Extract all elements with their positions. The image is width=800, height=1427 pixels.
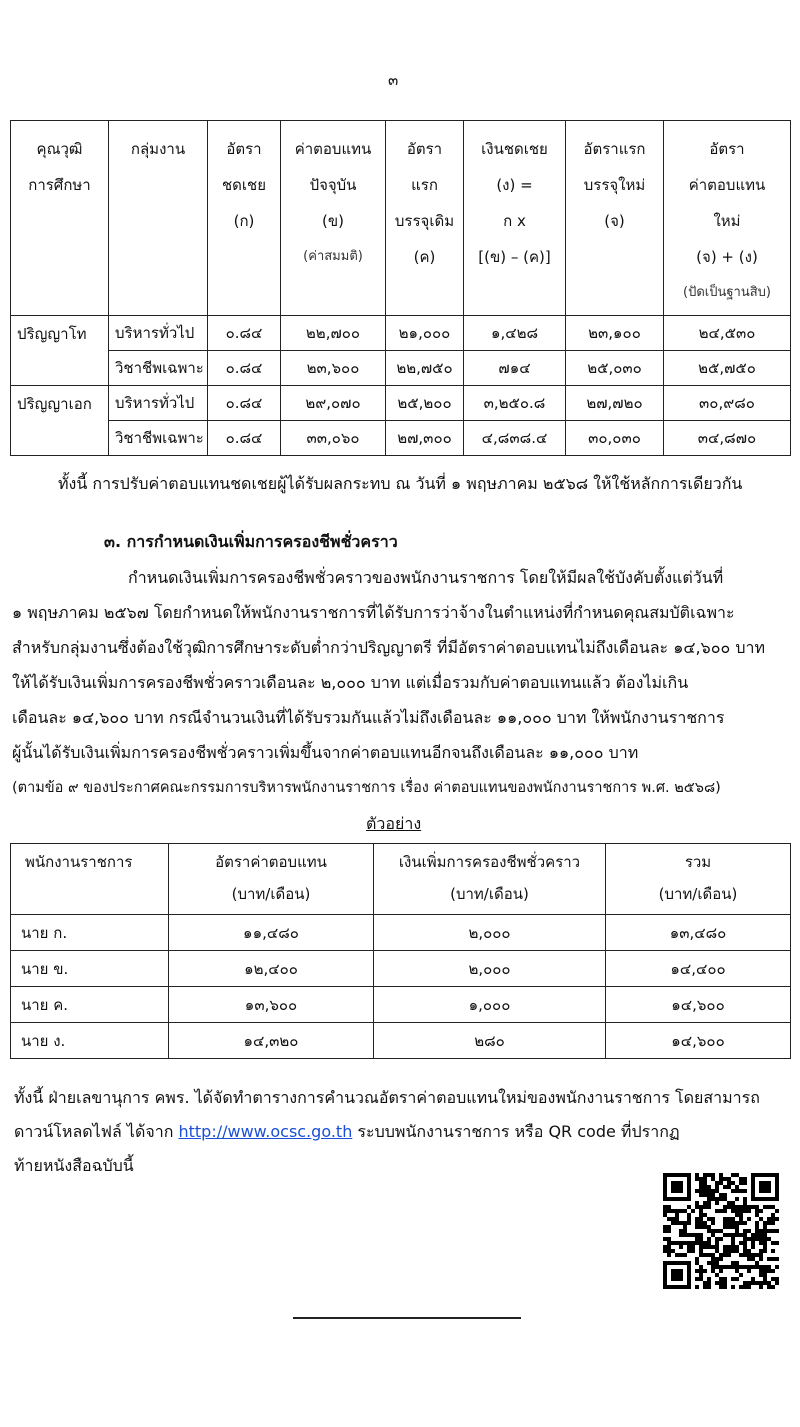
- degree-cell: ปริญญาเอก: [11, 386, 109, 456]
- ocsc-link[interactable]: http://www.ocsc.go.th: [178, 1122, 353, 1141]
- job-group-cell: บริหารทั่วไป: [109, 316, 208, 351]
- end-divider: [293, 1317, 521, 1319]
- value-cell: ๑,๐๐๐: [374, 987, 606, 1023]
- value-cell: ๓๔,๘๗๐: [664, 421, 791, 456]
- note-effective-date: ทั้งนี้ การปรับค่าตอบแทนชดเชยผู้ได้รับผลกระทบ ณ วันที่ ๑ พฤษภาคม ๒๕๖๘ ให้ใช้หลักการเดียวกัน: [58, 474, 743, 493]
- employee-cell: นาย ง.: [11, 1023, 169, 1059]
- header-line: เงินเพิ่มการครองชีพชั่วคราว: [398, 853, 581, 871]
- header-line: (ค่าสมมติ): [303, 249, 363, 264]
- header-line: อัตราแรก: [583, 140, 646, 158]
- column-header: [664, 121, 791, 316]
- paragraph-line: สำหรับกลุ่มงานซึ่งต้องใช้วุฒิการศึกษาระดับต่ำกว่าปริญญาตรี ที่มีอัตราค่าตอบแทนไม่ถึงเดือนละ ๑๔,๖๐๐ บาท: [12, 638, 765, 657]
- header-line: (ปัดเป็นฐานสิบ): [683, 285, 771, 300]
- header-line: (จ) + (ง): [696, 248, 758, 266]
- header-line: (ค): [413, 248, 436, 266]
- column-header: [566, 121, 664, 316]
- value-cell: ๒๕,๗๕๐: [664, 351, 791, 386]
- employee-cell: นาย ค.: [11, 987, 169, 1023]
- value-cell: ๑๔,๓๒๐: [169, 1023, 374, 1059]
- table-row: [11, 987, 791, 1023]
- section-heading: ๓. การกำหนดเงินเพิ่มการครองชีพชั่วคราว: [104, 532, 398, 551]
- value-cell: ๐.๘๔: [208, 351, 281, 386]
- header-line: การศึกษา: [28, 176, 91, 194]
- header-line: กลุ่มงาน: [130, 140, 186, 158]
- value-cell: ๑๓,๔๘๐: [606, 915, 791, 951]
- value-cell: ๑๒,๔๐๐: [169, 951, 374, 987]
- column-header: [281, 121, 386, 316]
- closing-text: ดาวน์โหลดไฟล์ ได้จาก: [14, 1122, 179, 1141]
- table-row: [11, 1023, 791, 1059]
- value-cell: ๗๑๔: [464, 351, 566, 386]
- value-cell: ๑๔,๔๐๐: [606, 951, 791, 987]
- value-cell: ๑๔,๖๐๐: [606, 1023, 791, 1059]
- value-cell: ๒๘๐: [374, 1023, 606, 1059]
- column-header: [606, 844, 791, 915]
- closing-text: ระบบพนักงานราชการ หรือ QR code ที่ปรากฏ: [352, 1122, 680, 1141]
- header-line: ชดเชย: [221, 176, 267, 194]
- header-line: รวม: [684, 853, 712, 871]
- header-line: (จ): [604, 212, 625, 230]
- header-line: [(ข) – (ค)]: [478, 248, 551, 266]
- header-line: บรรจุใหม่: [583, 176, 646, 194]
- header-line: (ข): [322, 212, 344, 230]
- reference-note: (ตามข้อ ๙ ของประกาศคณะกรรมการบริหารพนักงานราชการ เรื่อง ค่าตอบแทนของพนักงานราชการ พ.ศ. ๒๕๖๘): [12, 780, 721, 796]
- value-cell: ๒๓,๑๐๐: [566, 316, 664, 351]
- header-line: เงินชดเชย: [481, 140, 548, 158]
- value-cell: ๒๗,๗๒๐: [566, 386, 664, 421]
- employee-cell: นาย ก.: [11, 915, 169, 951]
- column-header: [374, 844, 606, 915]
- paragraph-line: กำหนดเงินเพิ่มการครองชีพชั่วคราวของพนักงานราชการ โดยให้มีผลใช้บังคับตั้งแต่วันที่: [128, 568, 724, 587]
- table-row: [11, 386, 791, 421]
- header-line: บรรจุเดิม: [394, 212, 455, 230]
- header-line: (ง) =: [496, 176, 533, 194]
- header-line: ค่าตอบแทน: [294, 140, 372, 158]
- header-line: อัตรา: [406, 140, 443, 158]
- header-line: อัตรา: [226, 140, 262, 158]
- value-cell: ๒๑,๐๐๐: [386, 316, 464, 351]
- table-row: [11, 351, 791, 386]
- value-cell: ๒,๐๐๐: [374, 915, 606, 951]
- table-row: [11, 316, 791, 351]
- table-row: [11, 421, 791, 456]
- column-header: [169, 844, 374, 915]
- closing-line-3: ท้ายหนังสือฉบับนี้: [14, 1156, 134, 1175]
- value-cell: ๑,๔๒๘: [464, 316, 566, 351]
- value-cell: ๑๓,๖๐๐: [169, 987, 374, 1023]
- value-cell: ๒๕,๐๓๐: [566, 351, 664, 386]
- header-line: อัตราค่าตอบแทน: [215, 853, 327, 871]
- value-cell: ๐.๘๔: [208, 386, 281, 421]
- header-line: ปัจจุบัน: [309, 176, 357, 194]
- value-cell: ๓๓,๐๖๐: [281, 421, 386, 456]
- value-cell: ๔,๘๓๘.๔: [464, 421, 566, 456]
- qr-code-icon: [663, 1173, 779, 1289]
- value-cell: ๒๙,๐๗๐: [281, 386, 386, 421]
- header-line: ค่าตอบแทน: [688, 176, 766, 194]
- page-number: ๓: [388, 71, 399, 89]
- header-line: ใหม่: [713, 212, 741, 230]
- column-header: [208, 121, 281, 316]
- value-cell: ๑๔,๖๐๐: [606, 987, 791, 1023]
- closing-line-2: [14, 1120, 680, 1145]
- value-cell: ๒๕,๒๐๐: [386, 386, 464, 421]
- compensation-table: [10, 120, 791, 456]
- header-line: (บาท/เดือน): [658, 885, 738, 903]
- paragraph-line: ๑ พฤษภาคม ๒๕๖๗ โดยกำหนดให้พนักงานราชการที่ได้รับการว่าจ้างในตำแหน่งที่กำหนดคุณสมบัติเฉพาะ: [12, 603, 735, 622]
- column-header: [464, 121, 566, 316]
- value-cell: ๐.๘๔: [208, 421, 281, 456]
- paragraph-line: เดือนละ ๑๔,๖๐๐ บาท กรณีจำนวนเงินที่ได้รับรวมกันแล้วไม่ถึงเดือนละ ๑๑,๐๐๐ บาท ให้พนักงานราชการ: [12, 708, 725, 727]
- header-line: แรก: [411, 176, 438, 194]
- header-line: ก x: [503, 212, 526, 230]
- header-line: (บาท/เดือน): [231, 885, 311, 903]
- header-line: (บาท/เดือน): [450, 885, 529, 903]
- job-group-cell: วิชาชีพเฉพาะ: [109, 421, 208, 456]
- value-cell: ๓,๒๕๐.๘: [464, 386, 566, 421]
- value-cell: ๒๓,๖๐๐: [281, 351, 386, 386]
- value-cell: ๒,๐๐๐: [374, 951, 606, 987]
- value-cell: ๒๗,๓๐๐: [386, 421, 464, 456]
- value-cell: ๑๑,๔๘๐: [169, 915, 374, 951]
- job-group-cell: วิชาชีพเฉพาะ: [109, 351, 208, 386]
- header-line: พนักงานราชการ: [25, 853, 133, 871]
- header-line: อัตรา: [709, 140, 745, 158]
- column-header: [11, 121, 109, 316]
- column-header: [386, 121, 464, 316]
- paragraph-line: ผู้นั้นได้รับเงินเพิ่มการครองชีพชั่วคราวเพิ่มขึ้นจากค่าตอบแทนอีกจนถึงเดือนละ ๑๑,๐๐๐ บาท: [12, 743, 639, 762]
- value-cell: ๓๐,๙๘๐: [664, 386, 791, 421]
- value-cell: ๓๐,๐๓๐: [566, 421, 664, 456]
- paragraph-line: ให้ได้รับเงินเพิ่มการครองชีพชั่วคราวเดือนละ ๒,๐๐๐ บาท แต่เมื่อรวมกับค่าตอบแทนแล้ว ต้องไม่เกิน: [12, 673, 689, 692]
- value-cell: ๒๒,๗๕๐: [386, 351, 464, 386]
- value-cell: ๐.๘๔: [208, 316, 281, 351]
- job-group-cell: บริหารทั่วไป: [109, 386, 208, 421]
- table-row: [11, 915, 791, 951]
- value-cell: ๒๔,๕๓๐: [664, 316, 791, 351]
- example-label: ตัวอย่าง: [366, 814, 422, 833]
- table-row: [11, 951, 791, 987]
- column-header: [11, 844, 169, 915]
- value-cell: ๒๒,๗๐๐: [281, 316, 386, 351]
- example-table: [10, 843, 791, 1059]
- employee-cell: นาย ข.: [11, 951, 169, 987]
- header-line: (ก): [233, 212, 255, 230]
- column-header: [109, 121, 208, 316]
- header-line: คุณวุฒิ: [36, 140, 83, 158]
- degree-cell: ปริญญาโท: [11, 316, 109, 386]
- closing-line-1: ทั้งนี้ ฝ่ายเลขานุการ คพร. ได้จัดทำตารางการคำนวณอัตราค่าตอบแทนใหม่ของพนักงานราชการ โดยสามารถ: [14, 1088, 760, 1107]
